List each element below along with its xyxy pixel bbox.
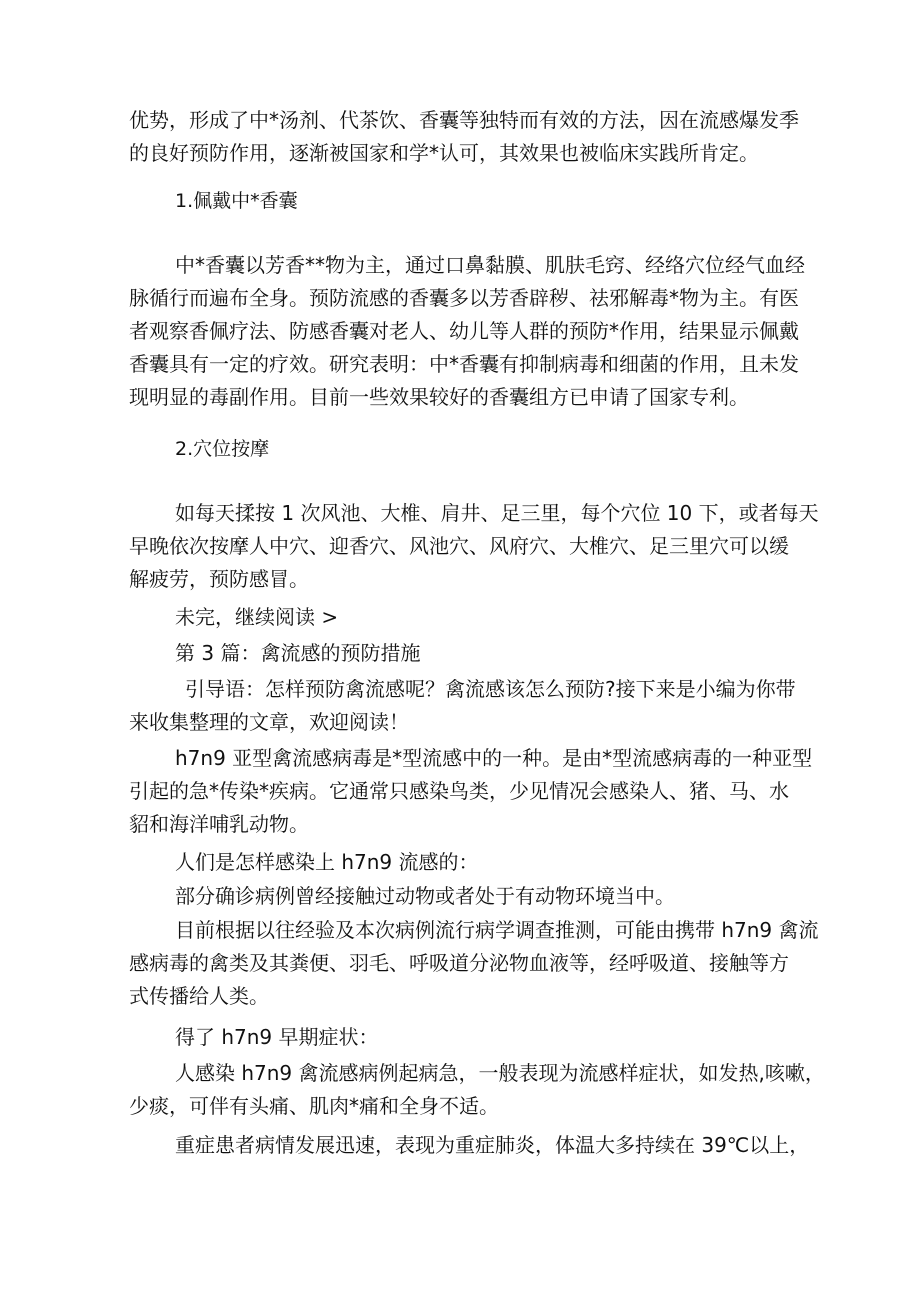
text-line: 香囊具有一定的疗效。研究表明：中*香囊有抑制病毒和细菌的作用，且未发	[129, 352, 799, 376]
section2-paragraph	[129, 497, 819, 596]
text-line: 少痰，可伴有头痛、肌肉*痛和全身不适。	[129, 1094, 499, 1118]
symptoms-paragraph	[129, 1057, 825, 1123]
text-line: 感病毒的禽类及其粪便、羽毛、呼吸道分泌物血液等，经呼吸道、接触等方	[129, 951, 789, 975]
text-line: 者观察香佩疗法、防感香囊对老人、幼儿等人群的预防*作用，结果显示佩戴	[129, 319, 799, 343]
section1-paragraph	[129, 249, 805, 414]
text-line: 貂和海洋哺乳动物。	[129, 812, 309, 836]
severe-paragraph	[175, 1129, 809, 1162]
text-line: 引导语：怎样预防禽流感呢？禽流感该怎么预防?接下来是小编为你带	[185, 677, 796, 701]
transmission-paragraph	[129, 914, 819, 1013]
section-heading-1: 1.佩戴中*香囊	[175, 190, 298, 212]
text-line: 中*香囊以芳香**物为主，通过口鼻黏膜、肌肤毛窍、经络穴位经气血经	[175, 253, 805, 277]
text-line: 来收集整理的文章，欢迎阅读！	[129, 710, 409, 734]
article-title: 第 3 篇：禽流感的预防措施	[175, 641, 421, 665]
section-heading-2: 2.穴位按摩	[175, 438, 270, 460]
h7n9-intro-paragraph	[129, 742, 813, 841]
text-line: h7n9 亚型禽流感病毒是*型流感中的一种。是由*型流感病毒的一种亚型	[175, 746, 813, 770]
infection-contact: 部分确诊病例曾经接触过动物或者处于有动物环境当中。	[175, 884, 675, 908]
infection-question: 人们是怎样感染上 h7n9 流感的：	[175, 850, 479, 874]
text-line: 引起的急*传染*疾病。它通常只感染鸟类，少见情况会感染人、猪、马、水	[129, 779, 789, 803]
text-line: 脉循行而遍布全身。预防流感的香囊多以芳香辟秽、祛邪解毒*物为主。有医	[129, 286, 799, 310]
text-line: 的良好预防作用，逐渐被国家和学*认可，其效果也被临床实践所肯定。	[129, 141, 759, 165]
text-line: 现明显的毒副作用。目前一些效果较好的香囊组方已申请了国家专利。	[129, 385, 749, 409]
text-line: 重症患者病情发展迅速，表现为重症肺炎，体温大多持续在 39℃以上，	[175, 1133, 810, 1157]
text-line: 解疲劳，预防感冒。	[129, 567, 309, 591]
text-line: 式传播给人类。	[129, 984, 269, 1008]
text-line: 如每天揉按 1 次风池、大椎、肩井、足三里，每个穴位 10 下，或者每天	[175, 501, 819, 525]
intro-paragraph	[129, 104, 799, 170]
text-line: 优势，形成了中*汤剂、代茶饮、香囊等独特而有效的方法，因在流感爆发季	[129, 108, 799, 132]
text-line: 目前根据以往经验及本次病例流行病学调查推测，可能由携带 h7n9 禽流	[175, 918, 819, 942]
lead-paragraph	[129, 673, 796, 739]
text-line: 人感染 h7n9 禽流感病例起病急，一般表现为流感样症状，如发热,咳嗽，	[175, 1061, 825, 1085]
read-more-link[interactable]: 未完，继续阅读 >	[175, 605, 339, 629]
text-line: 早晚依次按摩人中穴、迎香穴、风池穴、风府穴、大椎穴、足三里穴可以缓	[129, 534, 789, 558]
early-symptoms-heading: 得了 h7n9 早期症状：	[175, 1025, 379, 1049]
